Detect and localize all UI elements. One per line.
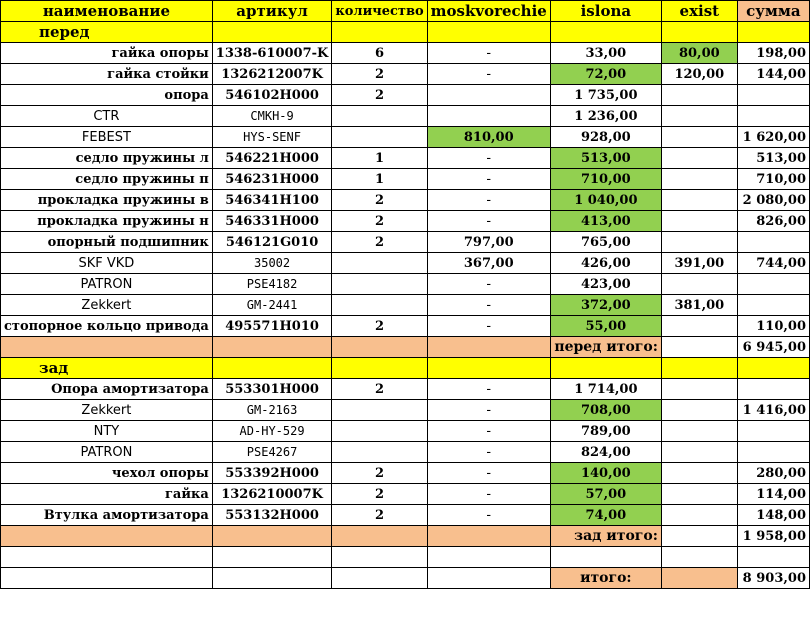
cell[interactable]: [212, 526, 332, 547]
sum-cell[interactable]: [737, 442, 809, 463]
moskvorechie-price-cell[interactable]: [427, 85, 550, 106]
islona-price-cell[interactable]: 708,00: [550, 400, 661, 421]
quantity-cell[interactable]: 1: [332, 169, 427, 190]
moskvorechie-price-cell[interactable]: -: [427, 316, 550, 337]
part-name-cell[interactable]: Zekkert: [1, 295, 213, 316]
header-qty[interactable]: количество: [332, 1, 427, 22]
moskvorechie-price-cell[interactable]: -: [427, 295, 550, 316]
sum-cell[interactable]: 710,00: [737, 169, 809, 190]
cell[interactable]: [212, 547, 332, 568]
sum-cell[interactable]: 110,00: [737, 316, 809, 337]
islona-price-cell[interactable]: 1 236,00: [550, 106, 661, 127]
cell[interactable]: [427, 22, 550, 43]
cell[interactable]: [427, 526, 550, 547]
rear-total-row: [1, 526, 810, 547]
part-name-cell[interactable]: SKF VKD: [1, 253, 213, 274]
exist-price-cell[interactable]: [661, 400, 737, 421]
cell[interactable]: [427, 358, 550, 379]
cell[interactable]: [332, 526, 427, 547]
quantity-cell[interactable]: 2: [332, 316, 427, 337]
cell[interactable]: [550, 22, 661, 43]
article-cell[interactable]: GM-2441: [212, 295, 332, 316]
cell[interactable]: [1, 568, 213, 589]
quantity-cell[interactable]: 1: [332, 148, 427, 169]
header-row: [1, 1, 810, 22]
sum-cell[interactable]: 144,00: [737, 64, 809, 85]
part-name-cell[interactable]: чехол опоры: [1, 463, 213, 484]
cell[interactable]: [212, 568, 332, 589]
islona-price-cell[interactable]: 57,00: [550, 484, 661, 505]
table-row: [1, 400, 810, 421]
article-cell[interactable]: PSE4182: [212, 274, 332, 295]
exist-price-cell[interactable]: [661, 421, 737, 442]
part-name-cell[interactable]: гайка: [1, 484, 213, 505]
sum-cell[interactable]: 2 080,00: [737, 190, 809, 211]
grand-total-label[interactable]: итого:: [550, 568, 661, 589]
cell[interactable]: [661, 526, 737, 547]
moskvorechie-price-cell[interactable]: -: [427, 148, 550, 169]
sum-cell[interactable]: [737, 295, 809, 316]
islona-price-cell[interactable]: 765,00: [550, 232, 661, 253]
part-name-cell[interactable]: PATRON: [1, 274, 213, 295]
article-cell[interactable]: 35002: [212, 253, 332, 274]
part-name-cell[interactable]: опорный подшипник: [1, 232, 213, 253]
sum-cell[interactable]: 280,00: [737, 463, 809, 484]
cell[interactable]: [427, 547, 550, 568]
cell[interactable]: [212, 337, 332, 358]
header-moskvorechie[interactable]: moskvorechie: [427, 1, 550, 22]
cell[interactable]: [737, 547, 809, 568]
moskvorechie-price-cell[interactable]: -: [427, 64, 550, 85]
exist-price-cell[interactable]: 381,00: [661, 295, 737, 316]
part-name-cell[interactable]: PATRON: [1, 442, 213, 463]
moskvorechie-price-cell[interactable]: -: [427, 43, 550, 64]
table-row: [1, 106, 810, 127]
article-cell[interactable]: 546221H000: [212, 148, 332, 169]
table-row: [1, 274, 810, 295]
exist-price-cell[interactable]: [661, 316, 737, 337]
cell[interactable]: [332, 337, 427, 358]
table-row: [1, 421, 810, 442]
islona-price-cell[interactable]: 928,00: [550, 127, 661, 148]
quantity-cell[interactable]: [332, 442, 427, 463]
exist-price-cell[interactable]: [661, 190, 737, 211]
cell[interactable]: [332, 568, 427, 589]
article-cell[interactable]: HYS-SENF: [212, 127, 332, 148]
moskvorechie-price-cell[interactable]: -: [427, 400, 550, 421]
sum-cell[interactable]: [737, 106, 809, 127]
quantity-cell[interactable]: [332, 400, 427, 421]
header-exist[interactable]: exist: [661, 1, 737, 22]
article-cell[interactable]: 546331H000: [212, 211, 332, 232]
cell[interactable]: [212, 358, 332, 379]
sum-cell[interactable]: 1 416,00: [737, 400, 809, 421]
moskvorechie-price-cell[interactable]: -: [427, 442, 550, 463]
front-total-value[interactable]: 6 945,00: [737, 337, 809, 358]
table-row: [1, 232, 810, 253]
islona-price-cell[interactable]: 140,00: [550, 463, 661, 484]
quantity-cell[interactable]: 2: [332, 463, 427, 484]
islona-price-cell[interactable]: 372,00: [550, 295, 661, 316]
header-article[interactable]: артикул: [212, 1, 332, 22]
islona-price-cell[interactable]: 1 714,00: [550, 379, 661, 400]
part-name-cell[interactable]: Втулка амортизатора: [1, 505, 213, 526]
quantity-cell[interactable]: [332, 106, 427, 127]
table-row: [1, 295, 810, 316]
front-total-row: [1, 337, 810, 358]
part-name-cell[interactable]: NTY: [1, 421, 213, 442]
cell[interactable]: [1, 547, 213, 568]
islona-price-cell[interactable]: 1 735,00: [550, 85, 661, 106]
article-cell[interactable]: PSE4267: [212, 442, 332, 463]
cell[interactable]: [427, 337, 550, 358]
cell[interactable]: [550, 358, 661, 379]
moskvorechie-price-cell[interactable]: -: [427, 211, 550, 232]
sum-cell[interactable]: 513,00: [737, 148, 809, 169]
part-name-cell[interactable]: CTR: [1, 106, 213, 127]
quantity-cell[interactable]: 6: [332, 43, 427, 64]
part-name-cell[interactable]: прокладка пружины н: [1, 211, 213, 232]
islona-price-cell[interactable]: 1 040,00: [550, 190, 661, 211]
moskvorechie-price-cell[interactable]: 367,00: [427, 253, 550, 274]
part-name-cell[interactable]: седло пружины л: [1, 148, 213, 169]
islona-price-cell[interactable]: 513,00: [550, 148, 661, 169]
rear-total-value[interactable]: 1 958,00: [737, 526, 809, 547]
quantity-cell[interactable]: 2: [332, 484, 427, 505]
moskvorechie-price-cell[interactable]: -: [427, 169, 550, 190]
islona-price-cell[interactable]: 33,00: [550, 43, 661, 64]
article-cell[interactable]: AD-HY-529: [212, 421, 332, 442]
front-total-label[interactable]: перед итого:: [550, 337, 661, 358]
article-cell[interactable]: 546231H000: [212, 169, 332, 190]
quantity-cell[interactable]: 2: [332, 211, 427, 232]
exist-price-cell[interactable]: [661, 274, 737, 295]
exist-price-cell[interactable]: [661, 463, 737, 484]
sum-cell[interactable]: 114,00: [737, 484, 809, 505]
cell[interactable]: [661, 22, 737, 43]
part-name-cell[interactable]: стопорное кольцо привода: [1, 316, 213, 337]
sum-cell[interactable]: 826,00: [737, 211, 809, 232]
section-front-title[interactable]: перед: [1, 22, 213, 43]
moskvorechie-price-cell[interactable]: 810,00: [427, 127, 550, 148]
table-row: [1, 190, 810, 211]
quantity-cell[interactable]: 2: [332, 379, 427, 400]
section-rear-title[interactable]: зад: [1, 358, 213, 379]
table-row: [1, 463, 810, 484]
part-name-cell[interactable]: Опора амортизатора: [1, 379, 213, 400]
article-cell[interactable]: 553132H000: [212, 505, 332, 526]
cell[interactable]: [1, 337, 213, 358]
islona-price-cell[interactable]: 789,00: [550, 421, 661, 442]
moskvorechie-price-cell[interactable]: -: [427, 379, 550, 400]
article-cell[interactable]: 1326210007K: [212, 484, 332, 505]
exist-price-cell[interactable]: [661, 379, 737, 400]
islona-price-cell[interactable]: 710,00: [550, 169, 661, 190]
sum-cell[interactable]: [737, 379, 809, 400]
cell[interactable]: [661, 358, 737, 379]
cell[interactable]: [332, 22, 427, 43]
part-name-cell[interactable]: прокладка пружины в: [1, 190, 213, 211]
sum-cell[interactable]: [737, 85, 809, 106]
islona-price-cell[interactable]: 824,00: [550, 442, 661, 463]
sum-cell[interactable]: 148,00: [737, 505, 809, 526]
quantity-cell[interactable]: 2: [332, 64, 427, 85]
part-name-cell[interactable]: гайка стойки: [1, 64, 213, 85]
sum-cell[interactable]: [737, 274, 809, 295]
section-rear-row: [1, 358, 810, 379]
cell[interactable]: [550, 547, 661, 568]
article-cell[interactable]: 546341H100: [212, 190, 332, 211]
exist-price-cell[interactable]: 391,00: [661, 253, 737, 274]
exist-price-cell[interactable]: 120,00: [661, 64, 737, 85]
moskvorechie-price-cell[interactable]: -: [427, 421, 550, 442]
table-row: [1, 505, 810, 526]
cell[interactable]: [737, 358, 809, 379]
islona-price-cell[interactable]: 74,00: [550, 505, 661, 526]
moskvorechie-price-cell[interactable]: -: [427, 505, 550, 526]
cell[interactable]: [737, 22, 809, 43]
islona-price-cell[interactable]: 413,00: [550, 211, 661, 232]
quantity-cell[interactable]: [332, 274, 427, 295]
moskvorechie-price-cell[interactable]: -: [427, 274, 550, 295]
section-front-row: [1, 22, 810, 43]
rear-total-label[interactable]: зад итого:: [550, 526, 661, 547]
table-row: [1, 211, 810, 232]
article-cell[interactable]: 553392H000: [212, 463, 332, 484]
cell[interactable]: [661, 568, 737, 589]
islona-price-cell[interactable]: 426,00: [550, 253, 661, 274]
part-name-cell[interactable]: опора: [1, 85, 213, 106]
part-name-cell[interactable]: FEBEST: [1, 127, 213, 148]
sum-cell[interactable]: [737, 421, 809, 442]
quantity-cell[interactable]: [332, 295, 427, 316]
article-cell[interactable]: GM-2163: [212, 400, 332, 421]
table-row: [1, 253, 810, 274]
moskvorechie-price-cell[interactable]: -: [427, 190, 550, 211]
article-cell[interactable]: 495571H010: [212, 316, 332, 337]
article-cell[interactable]: 546102H000: [212, 85, 332, 106]
grand-total-row: [1, 568, 810, 589]
table-row: [1, 148, 810, 169]
empty-row: [1, 547, 810, 568]
table-row: [1, 442, 810, 463]
exist-price-cell[interactable]: [661, 127, 737, 148]
sum-cell[interactable]: 1 620,00: [737, 127, 809, 148]
table-row: [1, 484, 810, 505]
part-name-cell[interactable]: седло пружины п: [1, 169, 213, 190]
header-name[interactable]: наименование: [1, 1, 213, 22]
moskvorechie-price-cell[interactable]: 797,00: [427, 232, 550, 253]
cell[interactable]: [1, 526, 213, 547]
exist-price-cell[interactable]: [661, 211, 737, 232]
sum-cell[interactable]: 744,00: [737, 253, 809, 274]
quantity-cell[interactable]: [332, 253, 427, 274]
exist-price-cell[interactable]: [661, 232, 737, 253]
sum-cell[interactable]: [737, 232, 809, 253]
cell[interactable]: [661, 547, 737, 568]
table-row: [1, 43, 810, 64]
table-row: [1, 379, 810, 400]
table-row: [1, 127, 810, 148]
islona-price-cell[interactable]: 423,00: [550, 274, 661, 295]
moskvorechie-price-cell[interactable]: [427, 106, 550, 127]
cell[interactable]: [661, 337, 737, 358]
quantity-cell[interactable]: 2: [332, 232, 427, 253]
quantity-cell[interactable]: [332, 127, 427, 148]
cell[interactable]: [427, 568, 550, 589]
exist-price-cell[interactable]: [661, 505, 737, 526]
article-cell[interactable]: 1326212007K: [212, 64, 332, 85]
exist-price-cell[interactable]: [661, 442, 737, 463]
moskvorechie-price-cell[interactable]: -: [427, 484, 550, 505]
quantity-cell[interactable]: 2: [332, 85, 427, 106]
header-sum[interactable]: сумма: [737, 1, 809, 22]
article-cell[interactable]: 553301H000: [212, 379, 332, 400]
exist-price-cell[interactable]: 80,00: [661, 43, 737, 64]
exist-price-cell[interactable]: [661, 106, 737, 127]
table-row: [1, 85, 810, 106]
part-name-cell[interactable]: Zekkert: [1, 400, 213, 421]
exist-price-cell[interactable]: [661, 85, 737, 106]
exist-price-cell[interactable]: [661, 148, 737, 169]
quantity-cell[interactable]: 2: [332, 505, 427, 526]
article-cell[interactable]: CMKH-9: [212, 106, 332, 127]
quantity-cell[interactable]: [332, 421, 427, 442]
article-cell[interactable]: 546121G010: [212, 232, 332, 253]
table-row: [1, 64, 810, 85]
table-row: [1, 169, 810, 190]
table-row: [1, 316, 810, 337]
sum-cell[interactable]: 198,00: [737, 43, 809, 64]
quantity-cell[interactable]: 2: [332, 190, 427, 211]
header-islona[interactable]: islona: [550, 1, 661, 22]
exist-price-cell[interactable]: [661, 484, 737, 505]
article-cell[interactable]: 1338-610007-K: [212, 43, 332, 64]
part-name-cell[interactable]: гайка опоры: [1, 43, 213, 64]
cell[interactable]: [332, 358, 427, 379]
islona-price-cell[interactable]: 72,00: [550, 64, 661, 85]
exist-price-cell[interactable]: [661, 169, 737, 190]
cell[interactable]: [212, 22, 332, 43]
moskvorechie-price-cell[interactable]: -: [427, 463, 550, 484]
grand-total-value[interactable]: 8 903,00: [737, 568, 809, 589]
cell[interactable]: [332, 547, 427, 568]
islona-price-cell[interactable]: 55,00: [550, 316, 661, 337]
